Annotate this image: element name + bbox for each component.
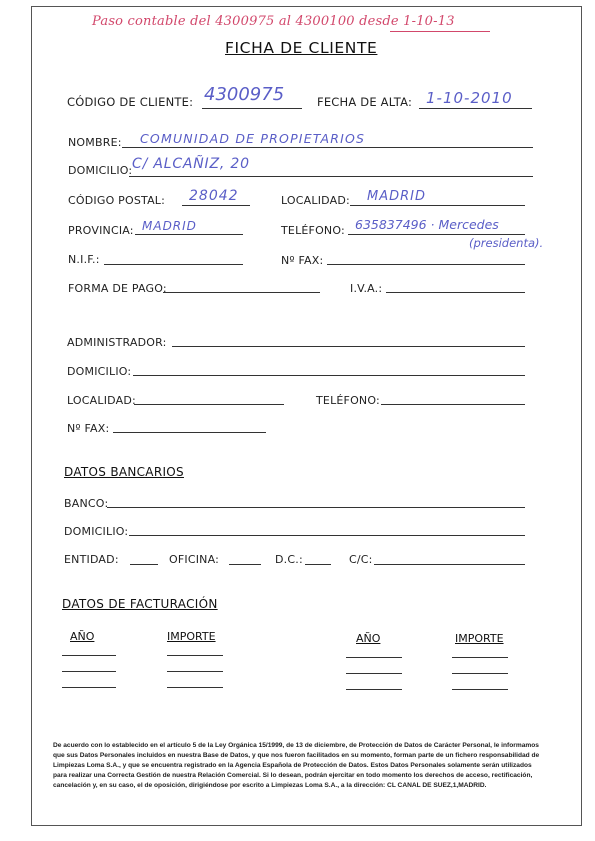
billing-year-2-line-3	[346, 689, 402, 690]
dc-line	[305, 564, 331, 565]
admin-fax-label: Nº FAX:	[67, 422, 110, 435]
dc-label: D.C.:	[275, 553, 303, 566]
province-value: MADRID	[142, 219, 197, 233]
bank-address-label: DOMICILIO:	[64, 525, 129, 538]
billing-year-1-line-3	[62, 687, 116, 688]
office-label: OFICINA:	[169, 553, 220, 566]
signup-date-line	[419, 108, 532, 109]
signup-date-value: 1-10-2010	[426, 89, 513, 107]
city-label: LOCALIDAD:	[281, 194, 350, 207]
legal-notice: De acuerdo con lo establecido en el artículo 5 de la Ley Orgánica 15/1999, de 13 de diciembre, de Protección de Datos de Carácter Personal, le informamos que sus Datos Personales incluidos en nuestra Base de Datos, y que nos fueron facilitados en su momento, forman parte de un fichero responsabilidad de Limpiezas Loma S.A., y que se encuentra registrado en la Agencia Española de Protección de Datos. Estos Datos Personales solamente serán utilizados para realizar una Correcta Gestión de nuestra Relación Comercial. Si lo desean, podrán ejercitar en todo momento los derechos de acceso, rectificación, cancelación y, en su caso, el de oposición, dirigiéndose por escrito a Limpiezas Loma S.A., a la dirección: CL CANAL DE SUEZ,1,MADRID.	[53, 742, 540, 789]
billing-col-amount-1: IMPORTE	[167, 630, 216, 643]
city-value: MADRID	[367, 189, 426, 204]
client-code-line	[202, 108, 302, 109]
bank-section-title: DATOS BANCARIOS	[64, 465, 184, 479]
bank-label: BANCO:	[64, 497, 109, 510]
phone-line	[348, 234, 525, 235]
billing-amount-2-line-1	[452, 657, 508, 658]
page-border	[31, 6, 582, 826]
header-note: Paso contable del 4300975 al 4300100 desde 1-10-13	[92, 14, 455, 29]
admin-phone-line	[381, 404, 525, 405]
client-code-label: CÓDIGO DE CLIENTE:	[67, 95, 194, 109]
administrator-line	[172, 346, 525, 347]
billing-year-1-line-2	[62, 671, 116, 672]
billing-col-amount-2: IMPORTE	[455, 632, 504, 645]
billing-year-2-line-1	[346, 657, 402, 658]
form-title: FICHA DE CLIENTE	[225, 39, 378, 57]
admin-address-label: DOMICILIO:	[67, 365, 132, 378]
phone-note: (presidenta).	[469, 236, 544, 250]
nif-line	[104, 264, 243, 265]
payment-method-label: FORMA DE PAGO:	[68, 282, 167, 295]
nif-label: N.I.F.:	[68, 253, 100, 266]
name-line	[122, 147, 533, 148]
postal-code-value: 28042	[189, 188, 239, 204]
header-note-underline	[390, 31, 490, 32]
client-code-value: 4300975	[204, 84, 285, 105]
city-line	[350, 205, 525, 206]
province-line	[135, 234, 243, 235]
billing-amount-1-line-3	[167, 687, 223, 688]
name-value: COMUNIDAD DE PROPIETARIOS	[140, 131, 366, 146]
bank-line	[107, 507, 525, 508]
billing-amount-1-line-2	[167, 671, 223, 672]
phone-value: 635837496 · Mercedes	[355, 217, 499, 232]
billing-year-2-line-2	[346, 673, 402, 674]
payment-method-line	[163, 292, 320, 293]
admin-fax-line	[113, 432, 266, 433]
billing-amount-1-line-1	[167, 655, 223, 656]
postal-code-line	[182, 205, 250, 206]
admin-city-label: LOCALIDAD:	[67, 394, 136, 407]
billing-section-title: DATOS DE FACTURACIÓN	[62, 597, 218, 611]
iva-label: I.V.A.:	[350, 282, 383, 295]
postal-code-label: CÓDIGO POSTAL:	[68, 194, 166, 207]
billing-amount-2-line-3	[452, 689, 508, 690]
office-line	[229, 564, 261, 565]
address-label: DOMICILIO:	[68, 164, 133, 177]
iva-line	[386, 292, 525, 293]
billing-year-1-line-1	[62, 655, 116, 656]
address-value: C/ ALCAÑIZ, 20	[132, 156, 250, 172]
name-label: NOMBRE:	[68, 136, 122, 149]
province-label: PROVINCIA:	[68, 224, 134, 237]
address-line	[129, 176, 533, 177]
cc-label: C/C:	[349, 553, 373, 566]
admin-city-line	[134, 404, 284, 405]
signup-date-label: FECHA DE ALTA:	[317, 95, 413, 109]
bank-address-line	[129, 535, 525, 536]
administrator-label: ADMINISTRADOR:	[67, 336, 167, 349]
phone-label: TELÉFONO:	[281, 224, 345, 237]
admin-address-line	[133, 375, 525, 376]
billing-col-year-1: AÑO	[70, 630, 95, 643]
client-fax-label: Nº FAX:	[281, 254, 324, 267]
client-fax-line	[327, 264, 525, 265]
entity-line	[130, 564, 158, 565]
billing-amount-2-line-2	[452, 673, 508, 674]
cc-line	[374, 564, 525, 565]
admin-phone-label: TELÉFONO:	[316, 394, 380, 407]
billing-col-year-2: AÑO	[356, 632, 381, 645]
entity-label: ENTIDAD:	[64, 553, 119, 566]
